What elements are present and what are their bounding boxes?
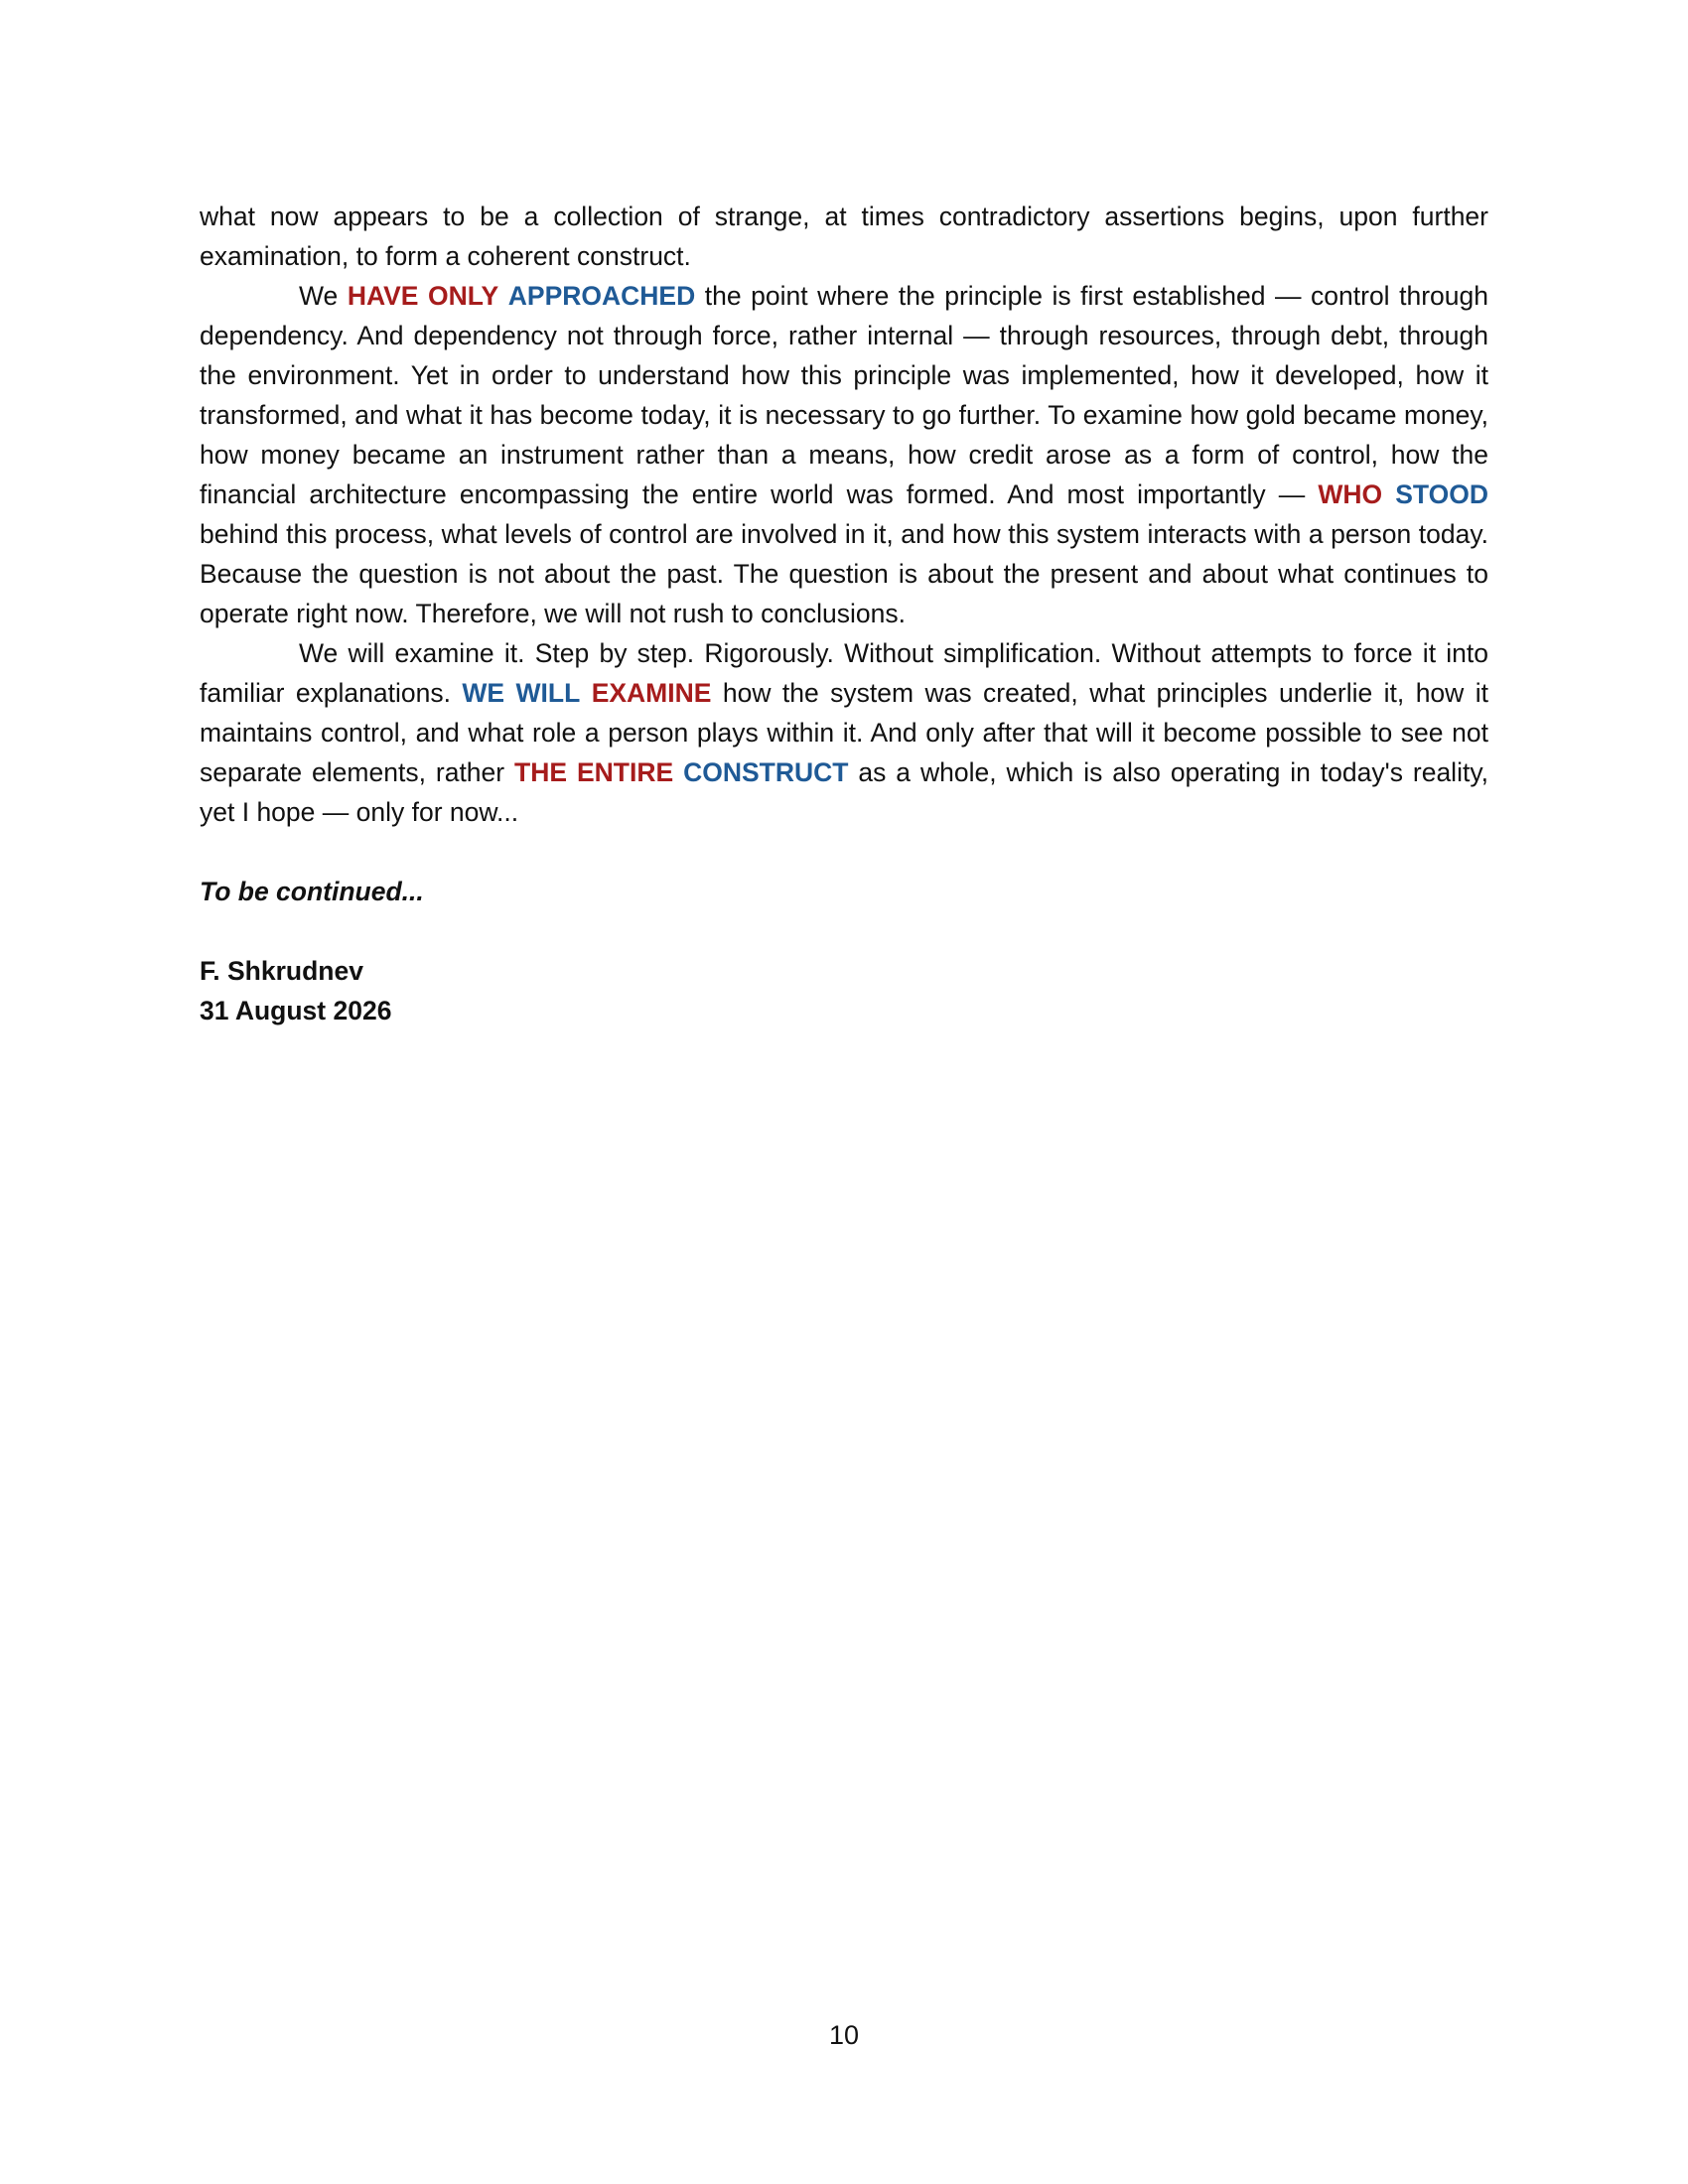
highlight-stood: STOOD (1395, 479, 1488, 509)
text-segment (1382, 479, 1395, 509)
paragraph-continuation (200, 197, 1488, 276)
paragraph-approached (200, 276, 1488, 633)
author-name: F. Shkrudnev (200, 956, 363, 986)
highlight-have-only: HAVE ONLY (347, 281, 499, 311)
text-segment: what now appears to be a collection of strange, at times contradictory assertions begins, upon further examination, to form a coherent construct. (200, 202, 1488, 271)
document-body (200, 197, 1488, 1030)
text-segment: as a whole, which is also operating in today's reality, yet I hope — only for now... (200, 757, 1488, 827)
text-segment (498, 281, 508, 311)
paragraph-examine (200, 633, 1488, 832)
text-segment: behind this process, what levels of control are involved in it, and how this system interacts with a person today. Because the question is not about the past. The question is about the present and about what continues to operate right now. Therefore, we will not rush to conclusions. (200, 519, 1488, 628)
text-segment: We (299, 281, 348, 311)
text-segment (673, 757, 683, 787)
signature-block (200, 951, 1488, 1030)
highlight-who: WHO (1318, 479, 1383, 509)
highlight-we-will: WE WILL (462, 678, 581, 708)
to-be-continued: To be continued... (200, 877, 424, 906)
text-segment: the point where the principle is first established — control through dependency. And dependency not through force, rather internal — through resources, through debt, through the environment. Yet in order to understand how this principle was implemented, how it developed, how it transformed, and what it has become today, it is necessary to go further. To examine how gold became money, how money became an instrument rather than a means, how credit arose as a form of control, how the financial architecture encompassing the entire world was formed. And most importantly — (200, 281, 1488, 509)
text-segment: We will examine it. Step by step. Rigorously. Without simplification. Without attempts to force it into familiar explanations. (200, 638, 1488, 708)
highlight-examine: EXAMINE (591, 678, 712, 708)
text-segment: how the system was created, what principles underlie it, how it maintains control, and what role a person plays within it. And only after that will it become possible to see not separate elements, rather (200, 678, 1488, 787)
highlight-the-entire: THE ENTIRE (514, 757, 674, 787)
page-number: 10 (828, 2020, 860, 2050)
signature-date: 31 August 2026 (200, 996, 392, 1025)
text-segment (580, 678, 591, 708)
highlight-construct: CONSTRUCT (683, 757, 849, 787)
highlight-approached: APPROACHED (507, 281, 696, 311)
